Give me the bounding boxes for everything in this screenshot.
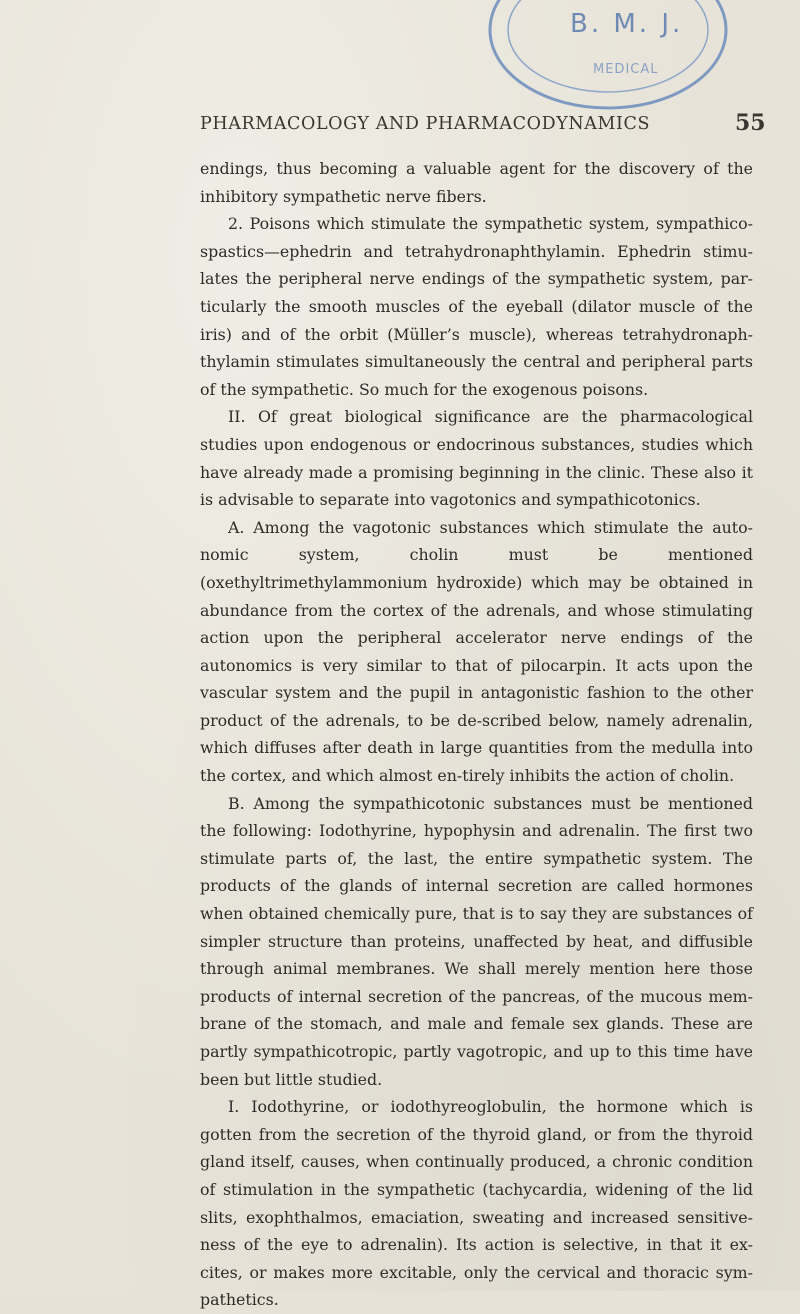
svg-text:MEDICAL: MEDICAL xyxy=(593,62,659,77)
svg-text:B. M. J.: B. M. J. xyxy=(570,9,684,39)
paragraph-iodothyrine: I. Iodothyrine, or iodothyreoglobulin, the hormone which is gotten from the secretion of the thyroid gland, or from the thyroid gland itself, causes, when continually produced, a chronic condition of stimulation in the sympathetic (tachycardia, widening of the lid slits, exophthalmos, emaciation, sweating and increased sensitive-ness of the eye to adrenalin). Its action is selective, in that it ex-cites, or makes more excitable, only the cervical and thoracic sym-pathetics. xyxy=(200,1097,753,1310)
paragraph-sympathicospastics: 2. Poisons which stimulate the sympathetic system, sympathico-spastics—ephedrin and tetrahydronaphthylamin. Ephedrin stimu-lates the peripheral nerve endings of the sympathetic system, par-ticularly the smooth muscles of the eyeball (dilator muscle of the iris) and of the orbit (Müller’s muscle), whereas tetrahydronaph-thylamin stimulates simultaneously the central and peripheral parts of the sympathetic. So much for the exogenous poisons. xyxy=(200,214,753,399)
paragraph-vagotonic-substances: A. Among the vagotonic substances which stimulate the auto-nomic system, cholin must be mentioned (oxethyltrimethylammonium hydroxide) which may be obtained in abundance from the cortex of the adrenals, and whose stimulating action upon the peripheral accelerator nerve endings of the autonomics is very similar to that of pilocarpin. It acts upon the vascular system and the pupil in antagonistic fashion to the other product of the adrenals, to be de-scribed below, namely adrenalin, which diffuses after death in large quantities from the medulla into the cortex, and which almost en-tirely inhibits the action of cholin. xyxy=(200,517,753,786)
page-number: 55 xyxy=(735,110,766,136)
paragraph-sympathicotonic-substances: B. Among the sympathicotonic substances must be mentioned the following: Iodothyrine, hypophysin and adrenalin. The first two stimulate parts of, the last, the entire sympathetic system. The products of the glands of internal secretion are called hormones when obtained chemically pure, that is to say they are substances of simpler structure than proteins, unaffected by heat, and diffusible through animal membranes. We shall merely mention here those products of internal secretion of the pancreas, of the mucous mem-brane of the stomach, and male and female sex glands. These are partly sympathicotropic, partly vagotropic, and up to this time have been but little studied. xyxy=(200,793,753,1089)
running-head: PHARMACOLOGY AND PHARMACODYNAMICS xyxy=(200,114,651,134)
paragraph-endogenous-substances: II. Of great biological significance are the pharmacological studies upon endogenous or endocrinous substances, studies which have already made a promising beginning in the clinic. These also it is advisable to separate into vagotonics and sympathicotonics. xyxy=(200,407,753,510)
library-stamp xyxy=(473,0,743,110)
paragraph-continuation: endings, thus becoming a valuable agent for the discovery of the inhibitory sympathetic nerve fibers. xyxy=(200,159,753,206)
body-text xyxy=(200,155,753,1314)
